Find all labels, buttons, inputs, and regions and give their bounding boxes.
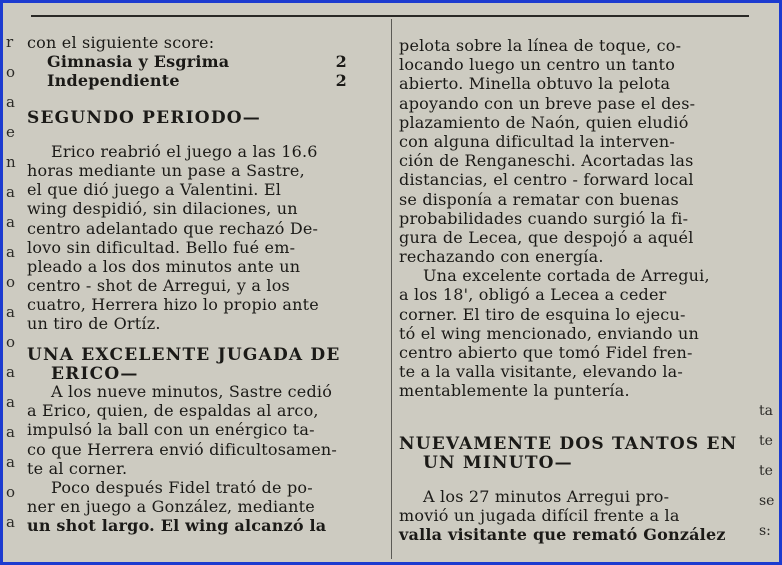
text-line: tó el wing mencionado, enviando un [399, 323, 699, 343]
text-line: distancias, el centro - forward local [399, 170, 694, 190]
text-line: plazamiento de Naón, quien eludió [399, 112, 689, 132]
text-line: cuatro, Herrera hizo lo propio ante [27, 295, 319, 315]
text-line: Erico reabrió el juego a las 16.6 [51, 141, 318, 161]
text-line: a Erico, quien, de espaldas al arco, [27, 401, 319, 421]
text-line: ner en juego a González, mediante [27, 497, 315, 517]
text-line: se disponía a rematar con buenas [399, 189, 679, 209]
edge-fragment: a [6, 513, 15, 531]
paragraph [27, 142, 385, 334]
text-line: un shot largo. El wing alcanzó la [27, 516, 327, 536]
section-heading: UNA EXCELENTE JUGADA DE [27, 344, 341, 365]
edge-fragment: a [6, 363, 15, 381]
text-line: pleado a los dos minutos ante un [27, 256, 301, 276]
text-line: corner. El tiro de esquina lo ejecu- [399, 304, 686, 324]
text-line: Poco después Fidel trató de po- [51, 477, 313, 497]
edge-fragment: s: [759, 523, 771, 539]
edge-fragment: a [6, 393, 15, 411]
section-heading: UN MINUTO— [423, 452, 573, 473]
edge-fragment: a [6, 183, 15, 201]
paragraph [399, 266, 753, 400]
text-line: Una excelente cortada de Arregui, [423, 266, 710, 286]
text-line: rechazando con energía. [399, 247, 604, 267]
text-line: centro - shot de Arregui, y a los [27, 276, 290, 296]
text-line: valla visitante que remató González [399, 525, 726, 545]
team-name: Gimnasia y Esgrima [47, 52, 230, 72]
text-line: impulsó la ball con un enérgico ta- [27, 420, 315, 440]
team-goals: 2 [335, 52, 347, 72]
edge-fragment: te [759, 433, 773, 449]
left-column [27, 33, 385, 536]
edge-fragment: n [6, 153, 16, 171]
text-line: a los 18', obligó a Lecea a ceder [399, 285, 667, 305]
left-edge-fragments [3, 33, 25, 553]
text-line: pelota sobre la línea de toque, co- [399, 36, 682, 55]
edge-fragment: o [6, 63, 16, 81]
text-line: te a la valla visitante, elevando la- [399, 362, 683, 382]
section-heading: SEGUNDO PERIODO— [27, 107, 261, 128]
edge-fragment: e [6, 123, 15, 141]
paragraph [399, 36, 753, 266]
edge-fragment: a [6, 213, 15, 231]
section-heading: NUEVAMENTE DOS TANTOS EN [399, 433, 738, 454]
text-line: A los nueve minutos, Sastre cedió [51, 382, 333, 401]
paragraph [27, 478, 385, 536]
text-line: locando luego un centro un tanto [399, 55, 676, 75]
right-edge-fragments [753, 3, 779, 562]
text-line: te al corner. [27, 458, 128, 478]
text-line: movió un jugada difícil frente a la [399, 506, 680, 526]
text-line: centro adelantado que rechazó De- [27, 218, 319, 238]
edge-fragment: a [6, 453, 15, 471]
text-line: probabilidades cuando surgió la fi- [399, 208, 689, 228]
text-line: gura de Lecea, que despojó a aquél [399, 227, 694, 247]
text-line: wing despidió, sin dilaciones, un [27, 199, 298, 219]
edge-fragment: a [6, 303, 15, 321]
edge-fragment: r [6, 33, 14, 51]
text-line: apoyando con un breve pase el des- [399, 93, 696, 113]
edge-fragment: a [6, 423, 15, 441]
edge-fragment: o [6, 273, 16, 291]
paragraph [27, 382, 385, 478]
text-line: abierto. Minella obtuvo la pelota [399, 74, 671, 94]
text-line: co que Herrera envió dificultosamen- [27, 439, 338, 459]
edge-fragment: te [759, 463, 773, 479]
score-row [27, 52, 347, 71]
newspaper-clipping [3, 3, 779, 562]
score-intro: con el siguiente score: [27, 33, 215, 52]
column-divider [391, 19, 392, 559]
text-line: el que dió juego a Valentini. El [27, 180, 282, 200]
text-line: ción de Renganeschi. Acortadas las [399, 151, 694, 171]
edge-fragment: ta [759, 403, 773, 419]
team-goals: 2 [335, 71, 347, 91]
edge-fragment: se [759, 493, 775, 509]
text-line: A los 27 minutos Arregui pro- [423, 486, 670, 506]
edge-fragment: a [6, 243, 15, 261]
paragraph [399, 487, 753, 545]
text-line: mentablemente la puntería. [399, 381, 630, 401]
text-line: lovo sin dificultad. Bello fué em- [27, 237, 296, 257]
edge-fragment: o [6, 333, 16, 351]
section-heading: ERICO— [51, 363, 139, 384]
right-column [399, 36, 753, 545]
text-line: centro abierto que tomó Fidel fren- [399, 343, 693, 362]
text-line: horas mediante un pase a Sastre, [27, 160, 305, 180]
edge-fragment: o [6, 483, 16, 501]
edge-fragment: a [6, 93, 15, 111]
text-line: con alguna dificultad la interven- [399, 131, 675, 151]
top-rule [31, 15, 749, 17]
score-row [27, 71, 347, 90]
text-line: un tiro de Ortíz. [27, 314, 161, 334]
team-name: Independiente [47, 71, 180, 91]
